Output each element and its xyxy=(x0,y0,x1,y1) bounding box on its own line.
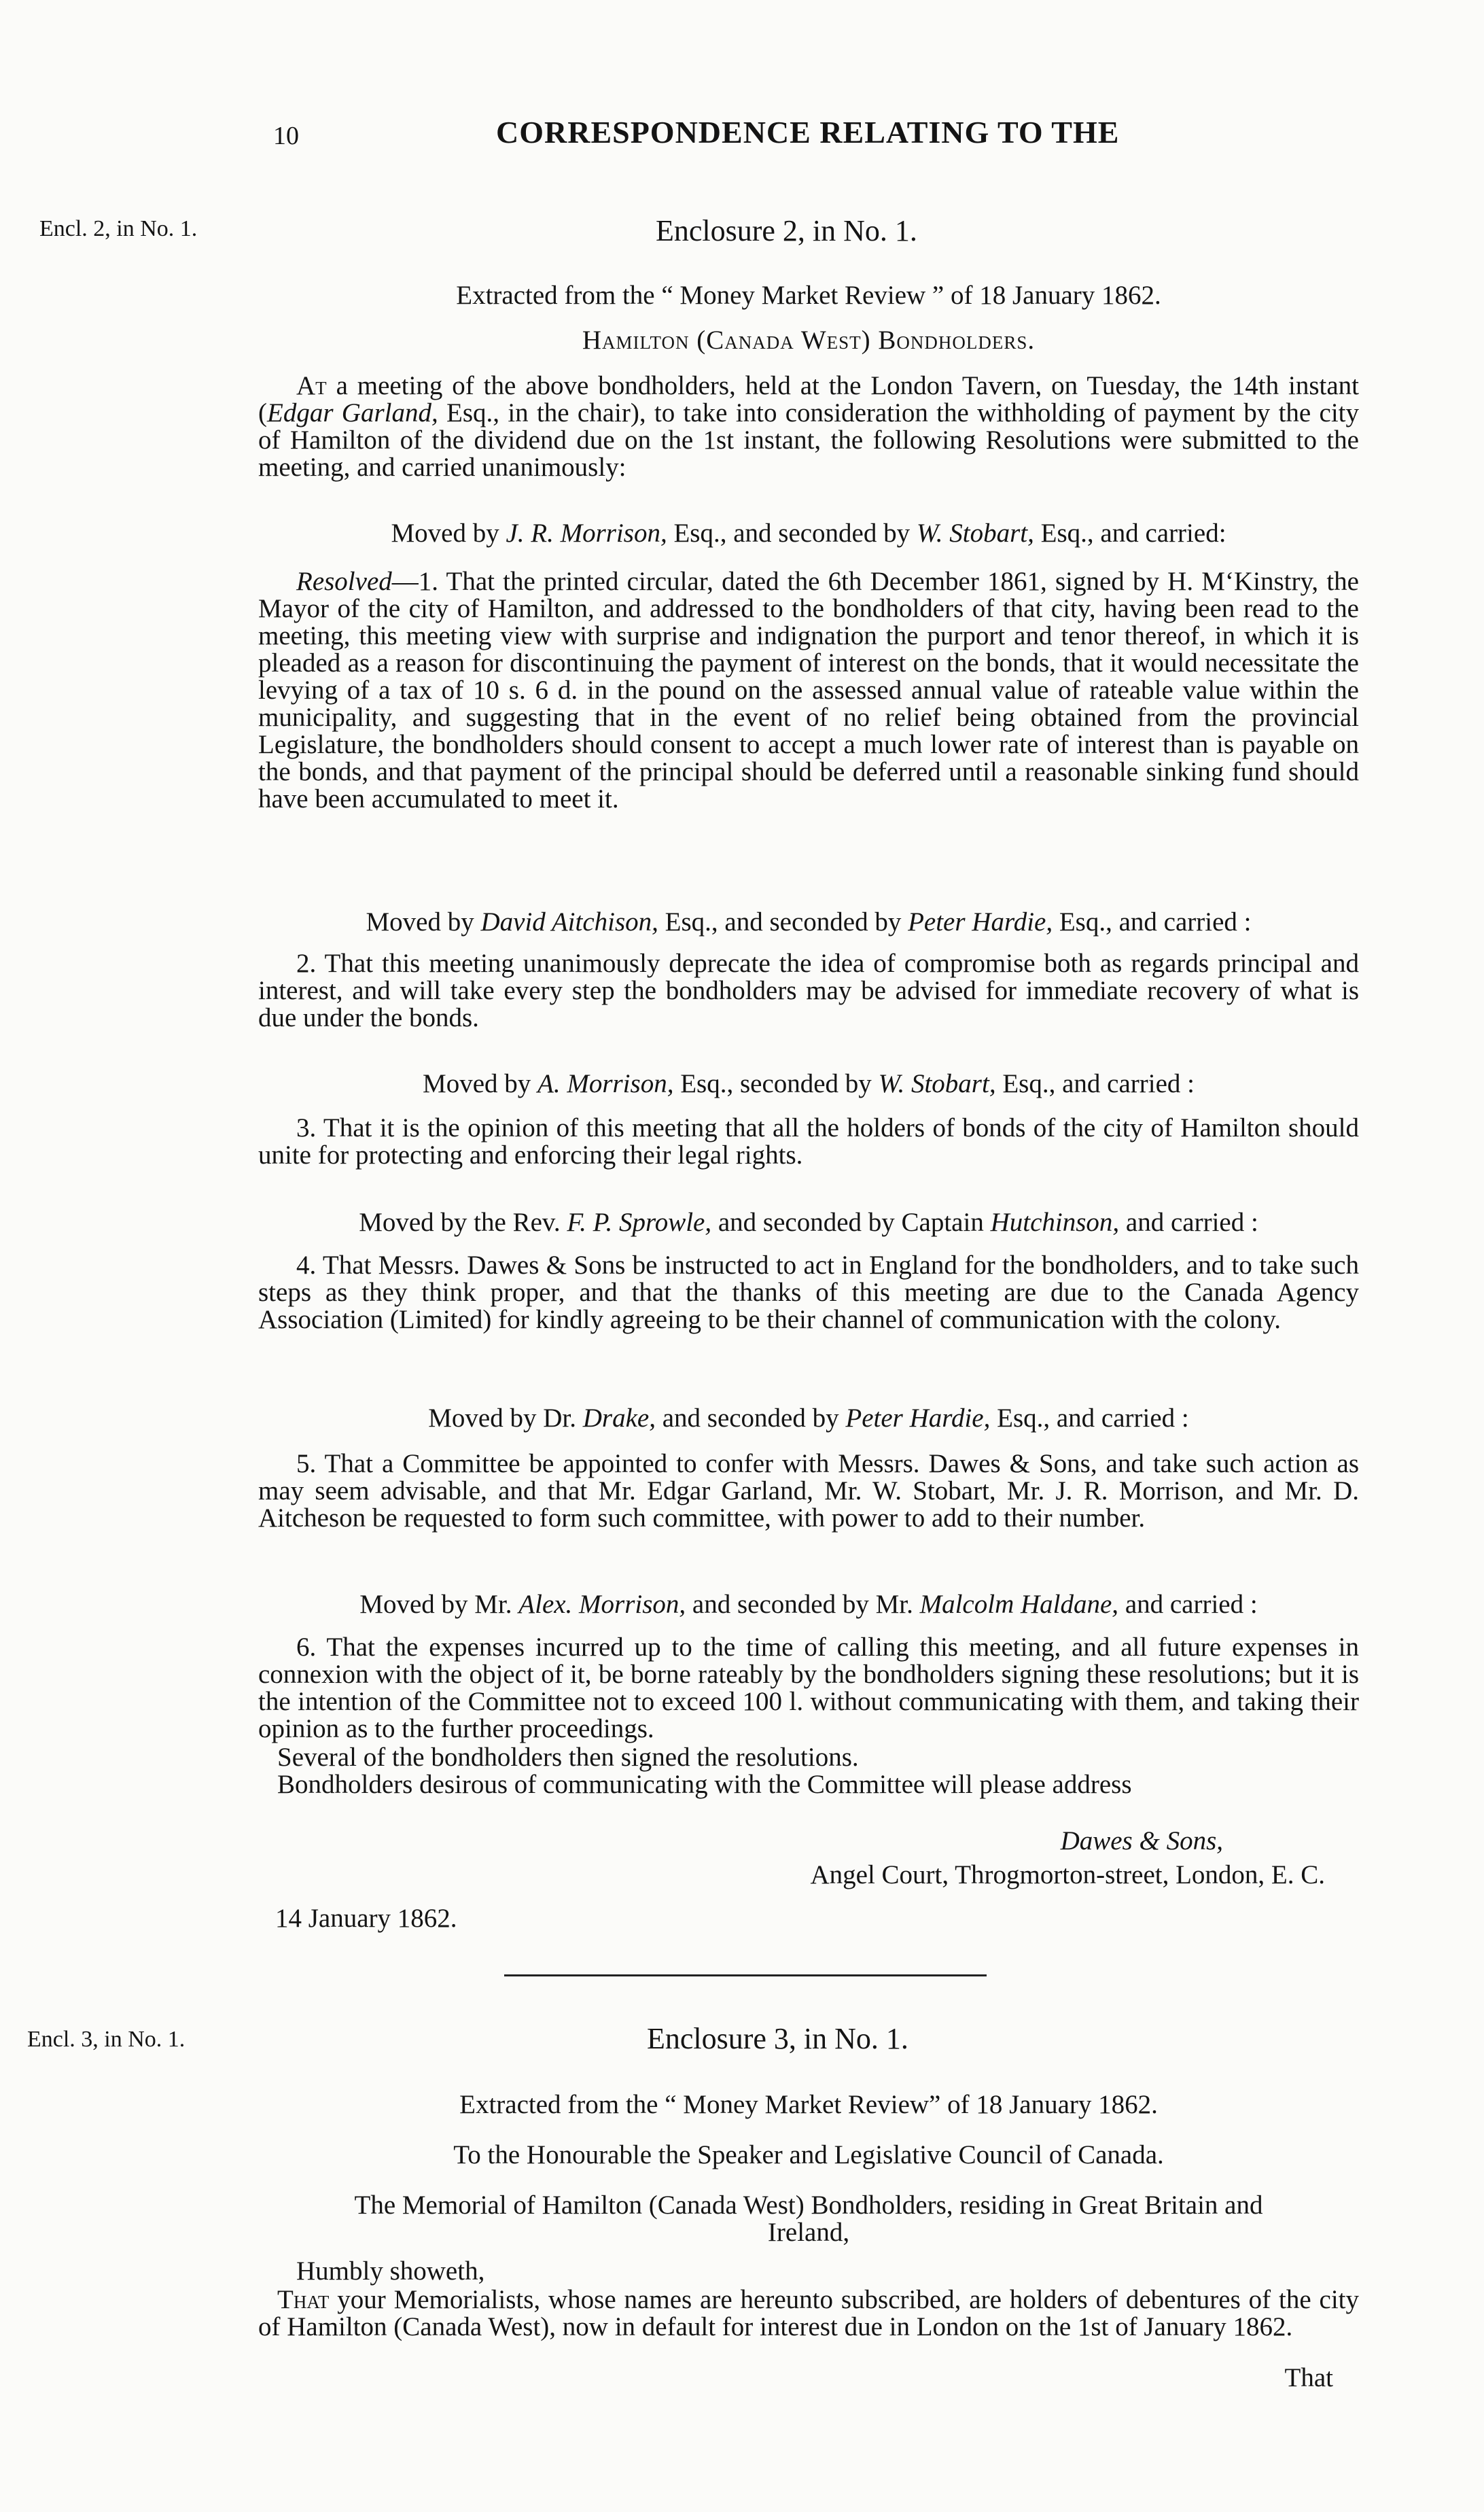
mover-name: A. Morrison, xyxy=(537,1069,674,1098)
mover-name: David Aitchison, xyxy=(480,907,658,937)
motion-text: Esq., and seconded by xyxy=(658,907,908,937)
enclosure-3-extract-line: Extracted from the “ Money Market Review” of 18 January 1862. xyxy=(459,2090,1158,2119)
motion-text: Moved by xyxy=(391,519,506,548)
memorial-text: your Memorialists, whose names are hereunto subscribed, are holders of debentures of the city of Hamilton (Canada West), now in default for interest due in London on the 1st of January 1862. xyxy=(258,2285,1359,2341)
resolved-label: Resolved xyxy=(296,567,392,596)
enclosure-2-title: Enclosure 2, in No. 1. xyxy=(656,214,917,247)
motion-6-line xyxy=(258,1589,1359,1620)
signature-firm-name: Dawes & Sons, xyxy=(1060,1826,1223,1855)
motion-text: Moved by Mr. xyxy=(359,1590,519,1619)
motion-text: Moved by xyxy=(366,907,481,937)
running-title: CORRESPONDENCE RELATING TO THE xyxy=(496,115,1120,150)
resolution-6: 6. That the expenses incurred up to the time of calling this meeting, and all future expenses in connexion with the object of it, be borne rateably by the bondholders signing these resolutions; but it is the intention of the Committee not to exceed 100 l. without communicating with them, and taking their opinion as to the further proceedings. xyxy=(258,1633,1359,1743)
address-note: Bondholders desirous of communicating with the Committee will please address xyxy=(277,1770,1132,1799)
enclosure-3-title: Enclosure 3, in No. 1. xyxy=(647,2022,908,2055)
page-number: 10 xyxy=(273,122,299,150)
motion-text: and seconded by xyxy=(655,1403,846,1433)
seconder-name: W. Stobart, xyxy=(916,519,1034,548)
motion-text: and seconded by Mr. xyxy=(686,1590,920,1619)
enclosure-2-date: 14 January 1862. xyxy=(275,1904,457,1933)
motion-text: Esq., seconded by xyxy=(673,1069,879,1098)
motion-text: Esq., and carried: xyxy=(1034,519,1226,548)
section-divider xyxy=(504,1974,987,1976)
margin-note-encl-3: Encl. 3, in No. 1. xyxy=(27,2027,186,2052)
mover-name: Alex. Morrison, xyxy=(518,1590,686,1619)
motion-text: Moved by Dr. xyxy=(428,1403,583,1433)
memorial-address-line: To the Honourable the Speaker and Legislative Council of Canada. xyxy=(453,2140,1164,2169)
seconder-name: Peter Hardie, xyxy=(908,907,1053,937)
intro-chairman: Edgar Garland, xyxy=(267,398,438,428)
motion-3-line xyxy=(258,1068,1359,1099)
meeting-intro-paragraph xyxy=(258,372,1359,481)
signed-note: Several of the bondholders then signed the resolutions. xyxy=(277,1743,859,1772)
motion-text: Moved by xyxy=(423,1069,538,1098)
mover-name: J. R. Morrison, xyxy=(506,519,667,548)
humbly-showeth: Humbly showeth, xyxy=(296,2256,485,2286)
resolution-1 xyxy=(258,568,1359,813)
seconder-name: Malcolm Haldane, xyxy=(919,1590,1119,1619)
enclosure-2-extract-line: Extracted from the “ Money Market Review ” of 18 January 1862. xyxy=(456,281,1161,310)
catchword: That xyxy=(1284,2363,1333,2392)
signature-firm xyxy=(815,1826,1223,1856)
memorial-lead-word: That xyxy=(277,2285,330,2314)
motion-text: Esq., and seconded by xyxy=(667,519,917,548)
intro-text-tail: Esq., in the chair), to take into consideration the withholding of payment by the city of Hamilton of the dividend due on the 1st instant, the following Resolutions were submitted to the meeting, and carried unanimously: xyxy=(258,398,1359,482)
motion-text: Esq., and carried : xyxy=(1053,907,1252,937)
motion-text: and carried : xyxy=(1119,1208,1258,1237)
memorial-line-1: The Memorial of Hamilton (Canada West) Bondholders, residing in Great Britain and xyxy=(354,2191,1263,2220)
resolution-2: 2. That this meeting unanimously deprecate the idea of compromise both as regards principal and interest, and will take every step the bondholders may be advised for immediate recovery of what is due under the bonds. xyxy=(258,949,1359,1032)
mover-name: F. P. Sprowle, xyxy=(567,1208,712,1237)
intro-text: a meeting of the above bondholders, held at the London Tavern, on Tuesday, the 14th instant ( xyxy=(258,371,1359,428)
signature-address: Angel Court, Throgmorton-street, London, E. C. xyxy=(810,1860,1325,1889)
motion-text: and seconded by Captain xyxy=(711,1208,991,1237)
resolution-4: 4. That Messrs. Dawes & Sons be instructed to act in England for the bondholders, and to take such steps as they think proper, and that the thanks of this meeting are due to the Canada Agency Association (Limited) for kindly agreeing to be their channel of communication with the colony. xyxy=(258,1251,1359,1334)
memorial-paragraph xyxy=(258,2286,1359,2341)
motion-text: and carried : xyxy=(1118,1590,1258,1619)
seconder-name: Peter Hardie, xyxy=(845,1403,991,1433)
intro-lead-word: At xyxy=(296,371,327,400)
resolution-5: 5. That a Committee be appointed to confer with Messrs. Dawes & Sons, and take such action as may seem advisable, and that Mr. Edgar Garland, Mr. W. Stobart, Mr. J. R. Morrison, and Mr. D. Aitcheson be requested to form such committee, with power to add to their number. xyxy=(258,1449,1359,1533)
seconder-name: W. Stobart, xyxy=(878,1069,996,1098)
seconder-name: Hutchinson, xyxy=(990,1208,1120,1237)
motion-text: Moved by the Rev. xyxy=(359,1208,567,1237)
mover-name: Drake, xyxy=(582,1403,656,1433)
motion-2-line xyxy=(258,907,1359,937)
memorial-line-2: Ireland, xyxy=(767,2218,850,2247)
resolution-text: —1. That the printed circular, dated the 6th December 1861, signed by H. M‘Kinstry, the Mayor of the city of Hamilton, and addressed to the bondholders of that city, having been read to the meeting, this meeting view with surprise and indignation the purport and tenor thereof, in which it is pleaded as a reason for discontinuing the payment of interest on the bonds, that it would necessitate the levying of a tax of 10 s. 6 d. in the pound on the assessed annual value of rateable value within the municipality, and suggesting that in the event of no relief being obtained from the provincial Legislature, the bondholders should consent to accept a much lower rate of interest than is payable on the bonds, and that payment of the principal should be deferred until a reasonable sinking fund should have been accumulated to meet it. xyxy=(258,567,1359,814)
motion-text: Esq., and carried : xyxy=(995,1069,1195,1098)
resolution-3: 3. That it is the opinion of this meeting that all the holders of bonds of the city of Hamilton should unite for protecting and enforcing their legal rights. xyxy=(258,1113,1359,1170)
motion-4-line xyxy=(258,1207,1359,1238)
motion-1-line xyxy=(258,518,1359,548)
enclosure-2-subtitle: Hamilton (Canada West) Bondholders. xyxy=(582,326,1036,355)
motion-5-line xyxy=(258,1403,1359,1433)
motion-text: Esq., and carried : xyxy=(990,1403,1189,1433)
margin-note-encl-2: Encl. 2, in No. 1. xyxy=(39,216,198,241)
